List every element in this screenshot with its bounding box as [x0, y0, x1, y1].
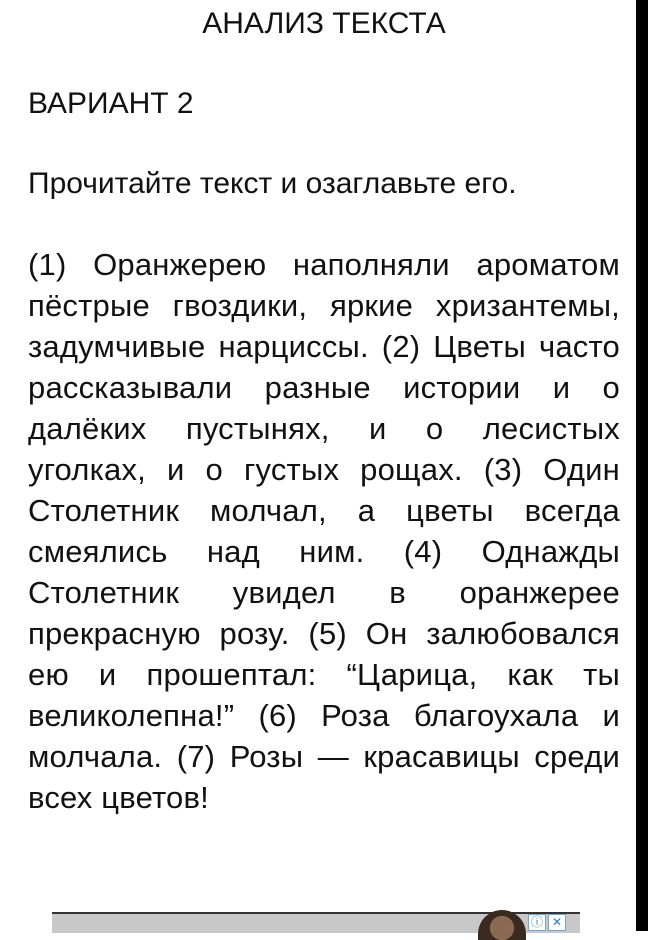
right-edge-bar [636, 0, 648, 931]
document-content [28, 0, 620, 818]
close-icon[interactable]: ✕ [548, 914, 566, 931]
info-icon[interactable]: ⓘ [528, 914, 546, 931]
reading-passage: (1) Оранжерею наполняли ароматом пёстрые гвоздики, яркие хризантемы, задумчивые нарциссы. (2) Цветы часто рассказывали разные истории и о далёких пустынях, и о лесистых уголках, и о густых рощах. (3) Один Столетник молчал, а цветы всегда смеялись над ним. (4) Однажды Столетник увидел в оранжерее прекрасную розу. (5) Он залюбовался ею и прошептал: “Царица, как ты великолепна!” (6) Роза благоухала и молчала. (7) Розы — красавицы среди всех цветов! [28, 247, 620, 815]
document-title: АНАЛИЗ ТЕКСТА [202, 7, 446, 40]
instruction-text: Прочитайте текст и озаглавьте его. [28, 167, 517, 200]
ad-controls [528, 914, 566, 931]
variant-label: ВАРИАНТ 2 [28, 87, 194, 120]
